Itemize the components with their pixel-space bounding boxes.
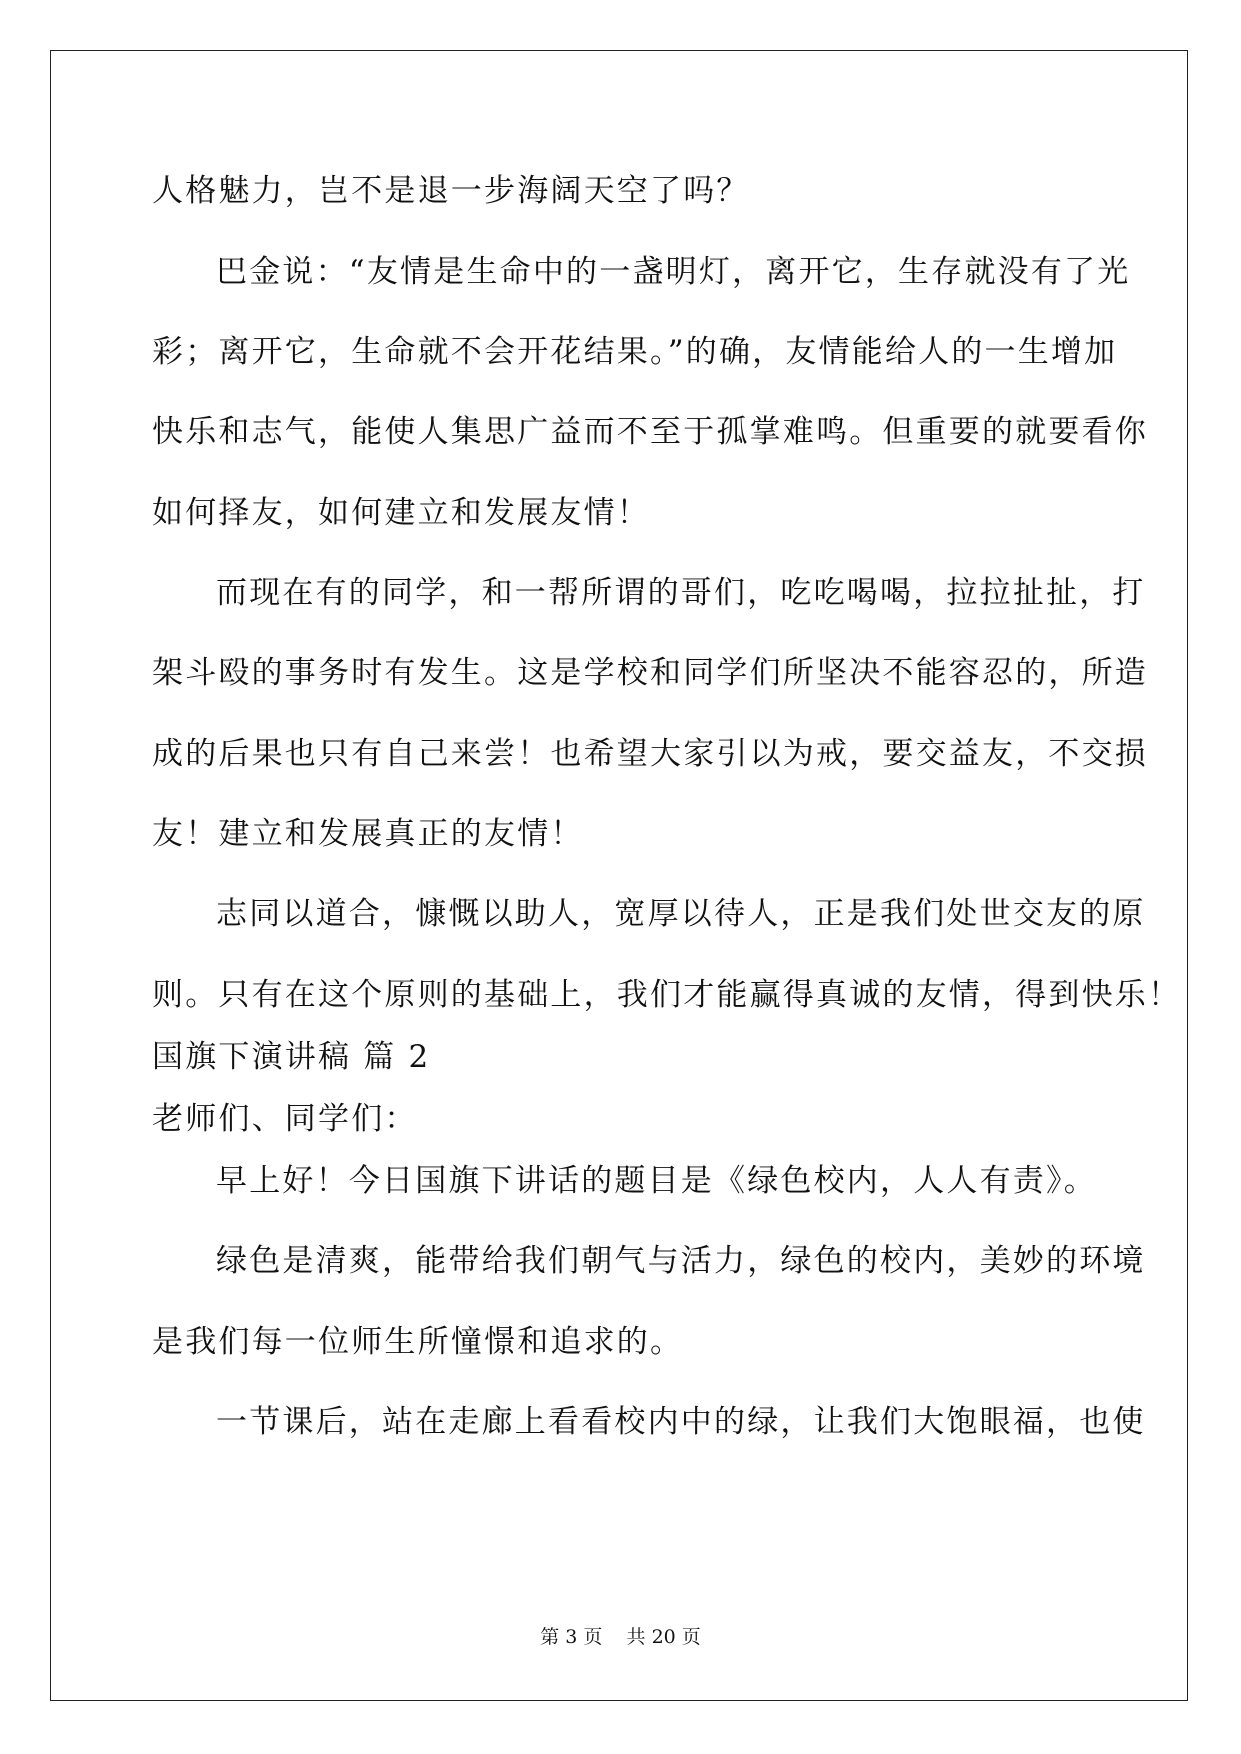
body-text-line: 成的后果也只有自己来尝！也希望大家引以为戒，要交益友，不交损 (152, 736, 1148, 772)
body-text-line: 是我们每一位师生所憧憬和追求的。 (152, 1324, 684, 1360)
salutation: 老师们、同学们： (152, 1101, 418, 1137)
body-text-line: 人格魅力，岂不是退一步海阔天空了吗？ (152, 173, 750, 209)
body-text-line: 如何择友，如何建立和发展友情！ (152, 495, 650, 531)
body-text-line: 友！建立和发展真正的友情！ (152, 816, 584, 852)
body-text-line: 彩；离开它，生命就不会开花结果。”的确，友情能给人的一生增加 (152, 334, 1118, 370)
body-text-line: 架斗殴的事务时有发生。这是学校和同学们所坚决不能容忍的，所造 (152, 655, 1148, 691)
body-text-line: 而现在有的同学，和一帮所谓的哥们，吃吃喝喝，拉拉扯扯，打 (216, 575, 1146, 611)
body-text-line: 巴金说：“友情是生命中的一盏明灯，离开它，生存就没有了光 (216, 254, 1131, 290)
body-text-line: 一节课后，站在走廊上看看校内中的绿，让我们大饱眼福，也使 (216, 1404, 1146, 1440)
page-border (50, 50, 1188, 1701)
body-text-line: 则。只有在这个原则的基础上，我们才能赢得真诚的友情，得到快乐！ (152, 977, 1182, 1013)
body-text-line: 早上好！今日国旗下讲话的题目是《绿色校内，人人有责》。 (216, 1163, 1097, 1199)
page-footer: 第 3 页 共 20 页 (540, 1626, 701, 1648)
body-text-line: 绿色是清爽，能带给我们朝气与活力，绿色的校内，美妙的环境 (216, 1243, 1146, 1279)
body-text-line: 快乐和志气，能使人集思广益而不至于孤掌难鸣。但重要的就要看你 (152, 414, 1148, 450)
body-text-line: 志同以道合，慷慨以助人，宽厚以待人，正是我们处世交友的原 (216, 896, 1146, 932)
section-heading: 国旗下演讲稿 篇 2 (152, 1039, 431, 1075)
